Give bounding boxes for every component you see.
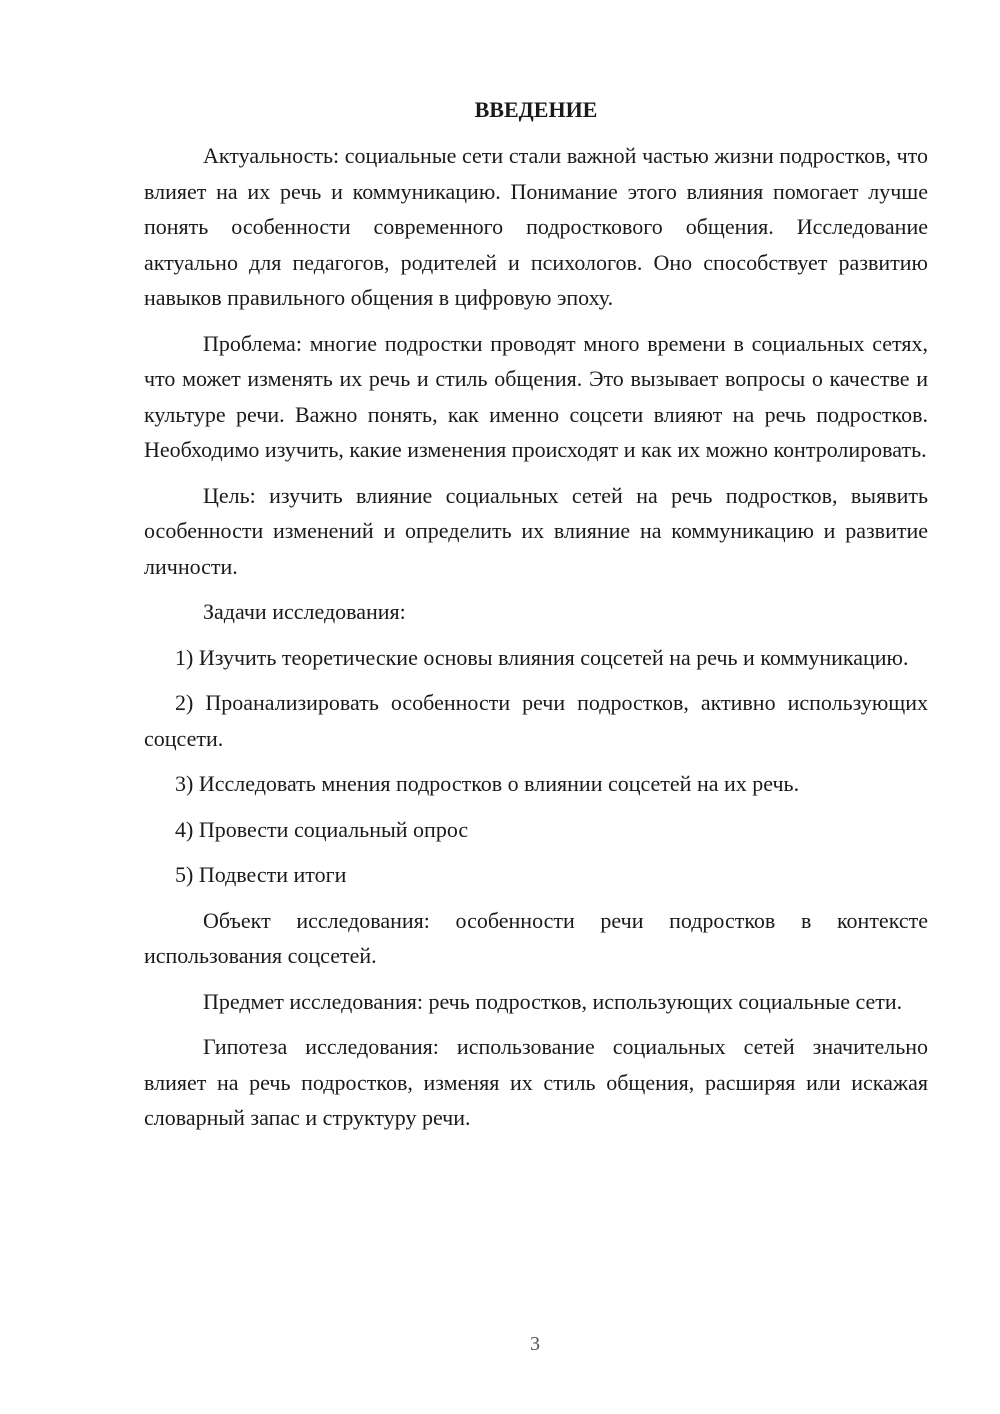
paragraph-object: Объект исследования: особенности речи подростков в контексте использования соцсетей. xyxy=(144,907,928,968)
section-title: ВВЕДЕНИЕ xyxy=(474,97,598,122)
paragraph-goal: Цель: изучить влияние социальных сетей на речь подростков, выявить особенности изменений и определить их влияние на коммуникацию и развитие личности. xyxy=(144,482,928,579)
paragraph-subject: Предмет исследования: речь подростков, использующих социальные сети. xyxy=(203,988,903,1014)
paragraph-tasks-heading: Задачи исследования: xyxy=(203,599,406,624)
paragraph-problem: Проблема: многие подростки проводят много времени в социальных сетях, что может изменять их речь и стиль общения. Это вызывает вопросы о качестве и культуре речи. Важно понять, как именно соцсети влияют на речь подростков. Необходимо изучить, какие изменения происходят и как их можно контролировать. xyxy=(144,330,928,462)
task-item-4: 4) Провести социальный опрос xyxy=(175,816,469,842)
task-item-3: 3) Исследовать мнения подростков о влиянии соцсетей на их речь. xyxy=(175,771,800,796)
task-item-2: 2) Проанализировать особенности речи подростков, активно использующих соцсети. xyxy=(144,690,928,751)
document-page xyxy=(144,94,928,1146)
paragraph-relevance: Актуальность: социальные сети стали важной частью жизни подростков, что влияет на их речь и коммуникацию. Понимание этого влияния помогает лучше понять особенности современного подросткового общения. Исследование актуально для педагогов, родителей и психологов. Оно способствует развитию навыков правильного общения в цифровую эпоху. xyxy=(144,143,928,310)
page-number: 3 xyxy=(530,1333,540,1355)
paragraph-hypothesis: Гипотеза исследования: использование социальных сетей значительно влияет на речь подростков, изменяя их стиль общения, расширяя или искажая словарный запас и структуру речи. xyxy=(144,1034,928,1130)
task-item-1: 1) Изучить теоретические основы влияния соцсетей на речь и коммуникацию. xyxy=(175,644,909,670)
task-item-5: 5) Подвести итоги xyxy=(175,862,347,887)
